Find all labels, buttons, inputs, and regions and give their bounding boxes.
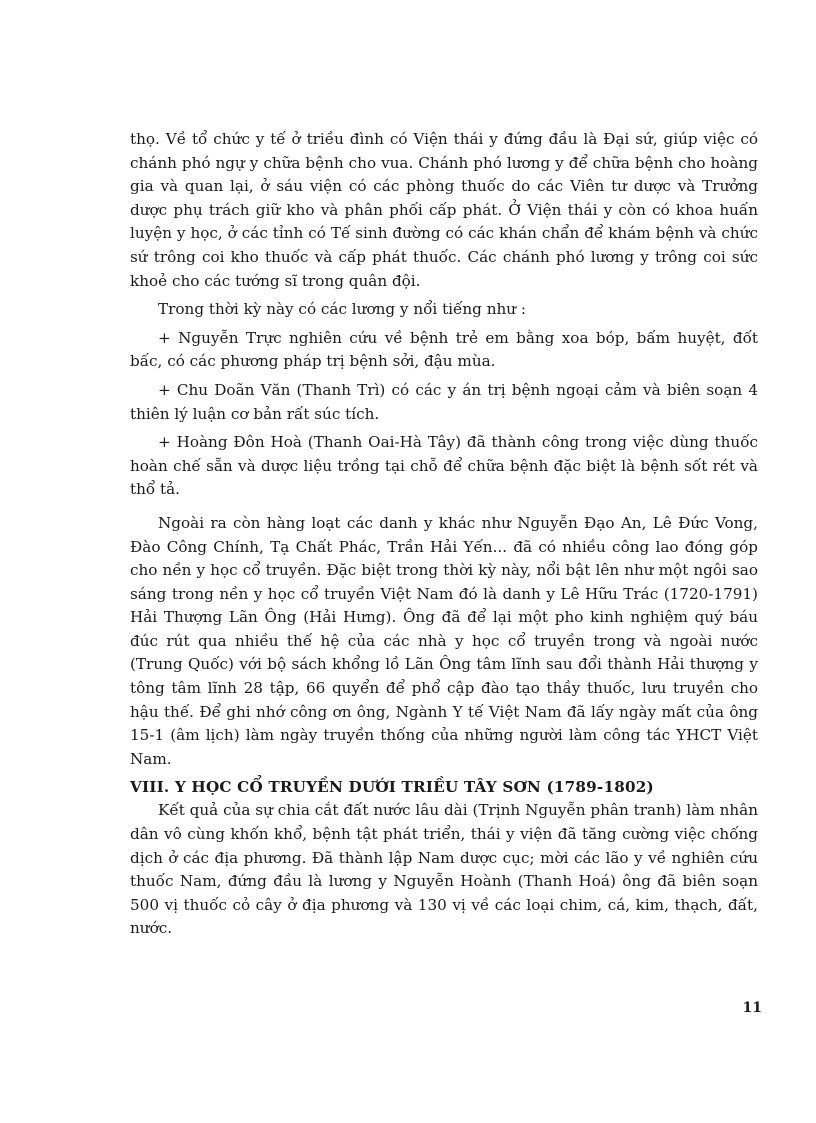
- list-item-chu-doan-van: + Chu Doãn Văn (Thanh Trì) có các y án trị bệnh ngoại cảm và biên soạn 4 thiên lý luận cơ bản rất súc tích.: [130, 380, 758, 423]
- page-body: [130, 128, 758, 941]
- list-item-hoang-don-hoa: + Hoàng Đôn Hoà (Thanh Oai-Hà Tây) đã thành công trong việc dùng thuốc hoàn chế sẵn và dược liệu trồng tại chỗ để chữa bệnh đặc biệt là bệnh sốt rét và thổ tả.: [130, 433, 758, 499]
- page-number: 11: [742, 1000, 762, 1016]
- paragraph-medical-organization: thọ. Về tổ chức y tế ở triều đình có Viện thái y đứng đầu là Đại sứ, giúp việc có chánh phó ngự y chữa bệnh cho vua. Chánh phó lương y để chữa bệnh cho hoàng gia và quan lại, ở sáu viện có các phòng thuốc do các Viên tư dược và Trưởng dược phụ trách giữ kho và phân phối cấp phát. Ở Viện thái y còn có khoa huấn luyện y học, ở các tỉnh có Tế sinh đường có các khán chẩn để khám bệnh và chức sứ trông coi kho thuốc và cấp phát thuốc. Các chánh phó lương y trông coi sức khoẻ cho các tướng sĩ trong quân đội.: [130, 130, 758, 290]
- section-heading-tay-son: VIII. Y HỌC CỔ TRUYỀN DƯỚI TRIỀU TÂY SƠN (1789-1802): [130, 778, 654, 797]
- list-item-nguyen-truc: + Nguyễn Trực nghiên cứu về bệnh trẻ em bằng xoa bóp, bấm huyệt, đốt bấc, có các phương pháp trị bệnh sởi, đậu mùa.: [130, 328, 758, 371]
- paragraph-hai-thuong-lan-ong: Ngoài ra còn hàng loạt các danh y khác như Nguyễn Đạo An, Lê Đức Vong, Đào Công Chính, Tạ Chất Phác, Trần Hải Yến... đã có nhiều công lao đóng góp cho nền y học cổ truyền. Đặc biệt trong thời kỳ này, nổi bật lên như một ngôi sao sáng trong nền y học cổ truyền Việt Nam đó là danh y Lê Hữu Trác (1720-1791) Hải Thượng Lãn Ông (Hải Hưng). Ông đã để lại một pho kinh nghiệm quý báu đúc rút qua nhiều thế hệ của các nhà y học cổ truyền trong và ngoài nước (Trung Quốc) với bộ sách khổng lồ Lãn Ông tâm lĩnh sau đổi thành Hải thượng y tông tâm lĩnh 28 tập, 66 quyển để phổ cập đào tạo thầy thuốc, lưu truyền cho hậu thế. Để ghi nhớ công ơn ông, Ngành Y tế Việt Nam đã lấy ngày mất của ông 15-1 (âm lịch) làm ngày truyền thống của những người làm công tác YHCT Việt Nam.: [130, 513, 758, 768]
- paragraph-tay-son-medicine: Kết quả của sự chia cắt đất nước lâu dài (Trịnh Nguyễn phân tranh) làm nhân dân vô cùng khốn khổ, bệnh tật phát triển, thái y viện đã tăng cường việc chống dịch ở các địa phương. Đã thành lập Nam dược cục; mời các lão y về nghiên cứu thuốc Nam, đứng đầu là lương y Nguyễn Hoành (Thanh Hoá) ông đã biên soạn 500 vị thuốc cỏ cây ở địa phương và 130 vị về các loại chim, cá, kim, thạch, đất, nước.: [130, 801, 758, 938]
- paragraph-famous-physicians-intro: Trong thời kỳ này có các lương y nổi tiếng như :: [158, 300, 527, 319]
